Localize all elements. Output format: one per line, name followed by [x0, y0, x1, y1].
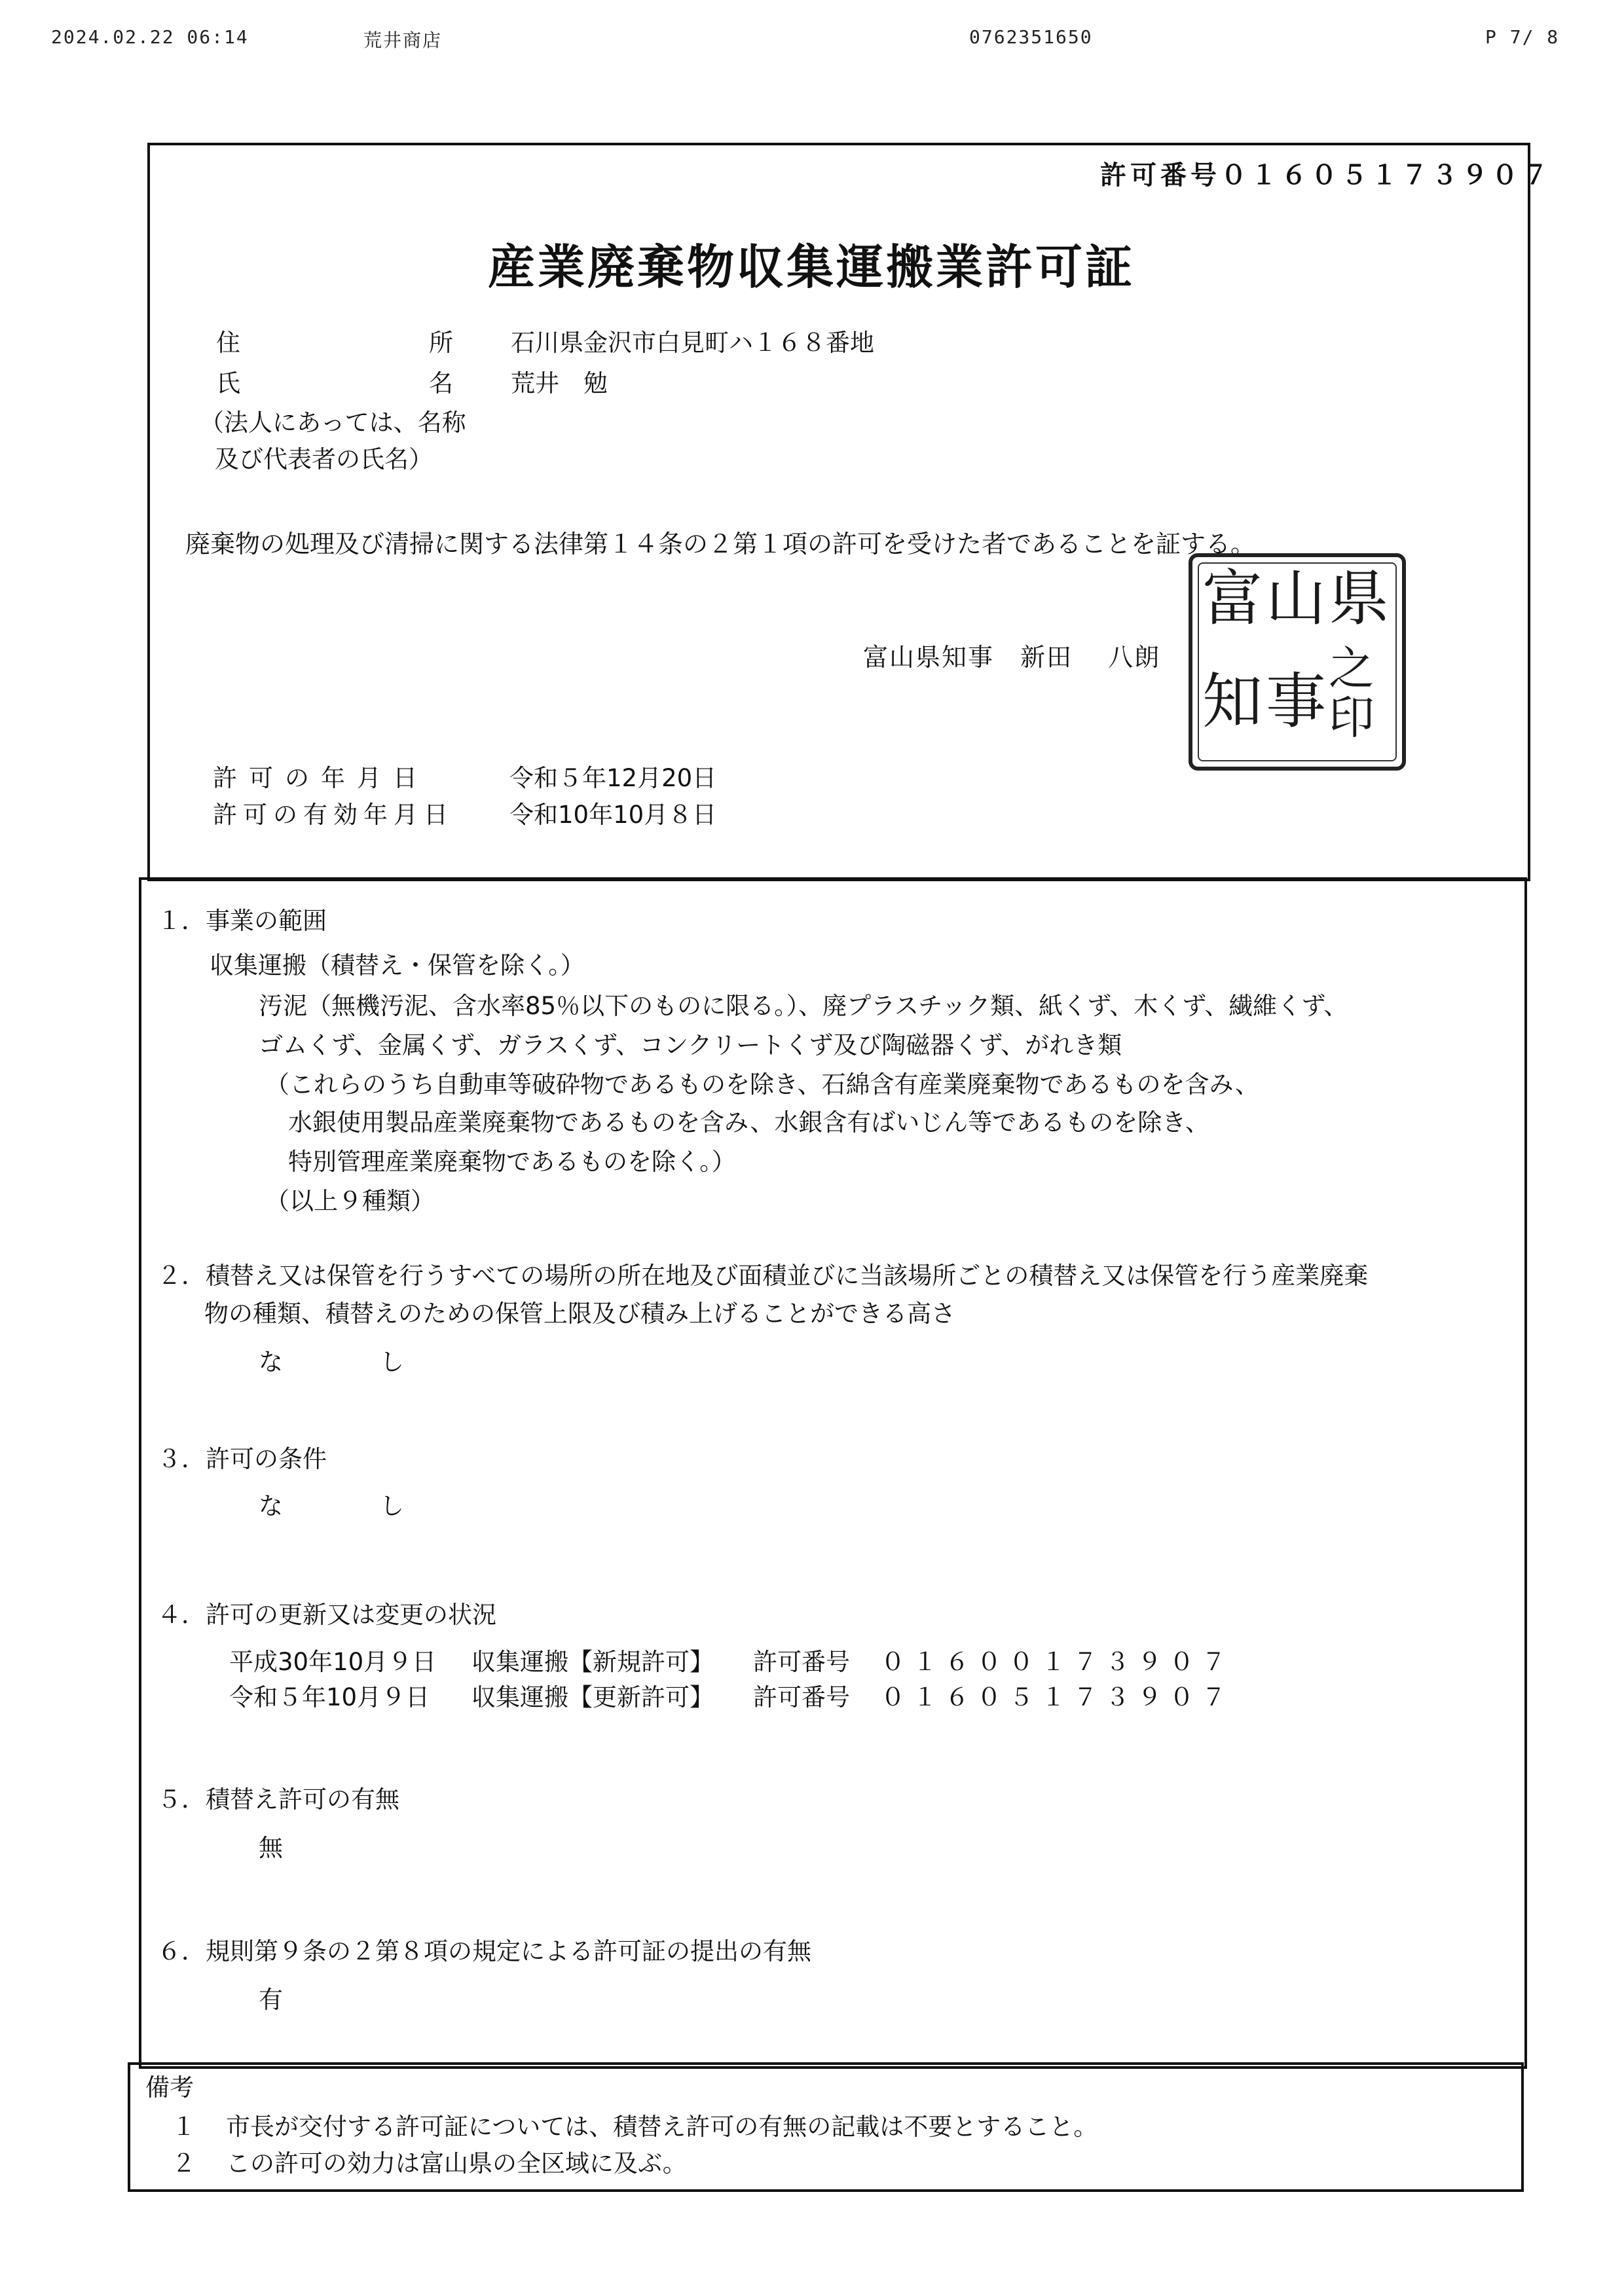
- name-label-a: 氏: [216, 369, 240, 397]
- remark-text: この許可の効力は富山県の全区域に及ぶ。: [226, 2149, 687, 2178]
- fax-datetime: 2024.02.22 06:14: [51, 26, 249, 48]
- seal-char: 之: [1329, 642, 1375, 695]
- remark-number: １: [172, 2113, 196, 2141]
- section1-line: （以上９種類）: [265, 1187, 435, 1215]
- certification-statement: 廃棄物の処理及び清掃に関する法律第１４条の２第１項の許可を受けた者であることを証する。: [185, 530, 1256, 558]
- section2-heading-cont: 物の種類、積替えのための保管上限及び積み上げることができる高さ: [204, 1300, 955, 1328]
- seal-char: 山: [1266, 564, 1327, 634]
- remark-text: 市長が交付する許可証については、積替え許可の有無の記載は不要とすること。: [226, 2113, 1098, 2141]
- seal-char: 事: [1266, 666, 1327, 737]
- remark-number: ２: [172, 2149, 196, 2178]
- expiry-date-value: 令和10年10月８日: [509, 801, 717, 829]
- address-label-a: 住: [216, 329, 240, 357]
- section4-heading: ４．許可の更新又は変更の状況: [157, 1601, 496, 1629]
- section1-line: 汚泥（無機汚泥、含水率85％以下のものに限る。）、廃プラスチック類、紙くず、木くず、繊維くず、: [259, 992, 1348, 1020]
- address-label-b: 所: [429, 329, 453, 357]
- renewal-number: ０１６０５１７３９０７: [881, 1683, 1234, 1711]
- section1-line: （これらのうち自動車等破砕物であるものを除き、石綿含有産業廃棄物であるものを含み、: [265, 1070, 1259, 1099]
- permit-number: 許可番号０１６０５１７３９０７: [1100, 160, 1552, 191]
- section1-line: ゴムくず、金属くず、ガラスくず、コンクリートくず及び陶磁器くず、がれき類: [259, 1031, 1122, 1059]
- renewal-date: 平成30年10月９日: [229, 1648, 437, 1676]
- corp-note-line2: 及び代表者の氏名）: [215, 445, 433, 473]
- renewal-type: 収集運搬【更新許可】: [471, 1683, 714, 1711]
- permit-date-label: 許可の年月日: [213, 764, 429, 792]
- expiry-date-label: 許可の有効年月日: [213, 801, 454, 829]
- renewal-date: 令和５年10月９日: [229, 1683, 430, 1711]
- fax-page: P 7/ 8: [1485, 26, 1560, 48]
- renewal-number: ０１６００１７３９０７: [881, 1648, 1234, 1676]
- section2-heading: ２．積替え又は保管を行うすべての場所の所在地及び面積並びに当該場所ごとの積替え又は保管を行う産業廃棄: [157, 1262, 1369, 1290]
- remarks-heading: 備考: [145, 2073, 194, 2102]
- renewal-type: 収集運搬【新規許可】: [471, 1648, 714, 1676]
- seal-char: 知: [1202, 666, 1263, 737]
- seal-char: 印: [1329, 691, 1375, 744]
- fax-phone: 0762351650: [969, 26, 1093, 48]
- issuer-governor: 富山県知事 新田 八朗: [863, 643, 1161, 672]
- section1-heading: １．事業の範囲: [157, 907, 327, 935]
- section3-heading: ３．許可の条件: [157, 1445, 327, 1473]
- section3-value: な し: [259, 1492, 404, 1520]
- fax-sender: 荒井商店: [363, 29, 443, 51]
- section5-value: 無: [259, 1834, 283, 1862]
- permit-date-value: 令和５年12月20日: [509, 764, 717, 792]
- section6-heading: ６．規則第９条の２第８項の規定による許可証の提出の有無: [157, 1937, 811, 1965]
- name-value: 荒井 勉: [511, 369, 608, 397]
- section6-value: 有: [259, 1986, 283, 2014]
- section1-line: 水銀使用製品産業廃棄物であるものを含み、水銀含有ばいじん等であるものを除き、: [288, 1108, 1209, 1137]
- seal-char: 富: [1202, 564, 1263, 634]
- certificate-title: 産業廃棄物収集運搬業許可証: [488, 240, 1135, 295]
- section5-heading: ５．積替え許可の有無: [157, 1785, 399, 1813]
- section1-subheading: 収集運搬（積替え・保管を除く。）: [210, 951, 585, 979]
- section2-value: な し: [259, 1348, 404, 1376]
- renewal-number-label: 許可番号: [753, 1683, 850, 1711]
- official-seal: [1189, 553, 1406, 771]
- section1-line: 特別管理産業廃棄物であるものを除く。）: [288, 1148, 736, 1176]
- address-value: 石川県金沢市白見町ハ１６８番地: [511, 329, 874, 357]
- renewal-number-label: 許可番号: [753, 1648, 850, 1676]
- corp-note-line1: （法人にあっては、名称: [200, 409, 466, 437]
- seal-char: 県: [1329, 564, 1390, 634]
- name-label-b: 名: [429, 369, 453, 397]
